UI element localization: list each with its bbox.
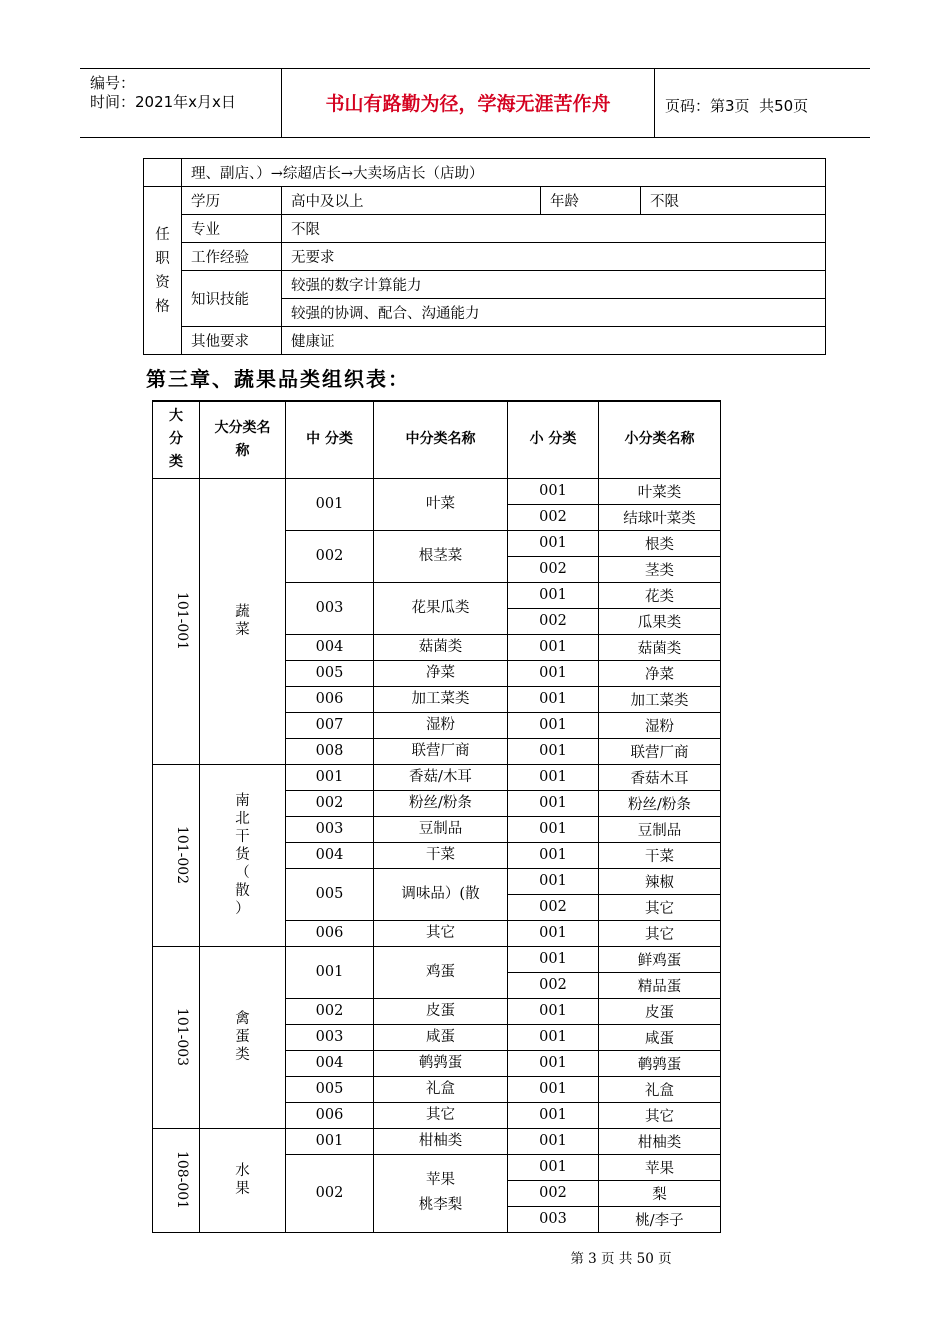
mid-code: 001 — [286, 1128, 374, 1154]
small-code: 001 — [508, 738, 599, 764]
mid-name: 菇菌类 — [374, 634, 508, 660]
small-code: 001 — [508, 842, 599, 868]
experience-label: 工作经验 — [182, 243, 282, 271]
page-footer: 第 3 页 共 50 页 — [570, 1251, 672, 1267]
header-mid-text: 中 分类 — [306, 431, 353, 448]
small-name: 香菇木耳 — [599, 764, 721, 790]
small-name: 柑柚类 — [599, 1128, 721, 1154]
small-code: 001 — [508, 998, 599, 1024]
small-code: 001 — [508, 1128, 599, 1154]
header-motto: 书山有路勤为径，学海无涯苦作舟 — [325, 93, 611, 115]
mid-name: 根茎菜 — [374, 530, 508, 582]
small-name: 豆制品 — [599, 816, 721, 842]
small-code: 002 — [508, 894, 599, 920]
header-small-name: 小分类名称 — [599, 401, 721, 478]
mid-name: 调味品）(散 — [374, 868, 508, 920]
small-name: 净菜 — [599, 660, 721, 686]
major-name-text: 水 果 — [235, 1163, 250, 1197]
mid-code: 004 — [286, 634, 374, 660]
blank-cell — [144, 159, 182, 187]
small-code: 001 — [508, 686, 599, 712]
mid-code: 003 — [286, 1024, 374, 1050]
experience-value: 无要求 — [282, 243, 826, 271]
header-major — [153, 401, 200, 478]
small-name: 辣椒 — [599, 868, 721, 894]
table-row — [153, 764, 721, 790]
major-code-text: 108-001 — [174, 1150, 191, 1210]
small-code: 001 — [508, 1024, 599, 1050]
small-name: 花类 — [599, 582, 721, 608]
header-small: 小 分类 — [508, 401, 599, 478]
major-code — [153, 1128, 200, 1232]
mid-name: 干菜 — [374, 842, 508, 868]
small-name: 鲜鸡蛋 — [599, 946, 721, 972]
small-name: 菇菌类 — [599, 634, 721, 660]
small-code: 001 — [508, 1102, 599, 1128]
header-mid-name: 中分类名称 — [374, 401, 508, 478]
serial-label: 编号： — [90, 74, 136, 92]
age-value: 不限 — [641, 187, 826, 215]
small-code: 001 — [508, 634, 599, 660]
small-code: 001 — [508, 582, 599, 608]
mid-code: 004 — [286, 842, 374, 868]
small-name: 其它 — [599, 1102, 721, 1128]
table-row — [153, 946, 721, 972]
major-code — [153, 764, 200, 946]
mid-name: 鹌鹑蛋 — [374, 1050, 508, 1076]
major-name — [200, 946, 286, 1128]
small-code: 001 — [508, 868, 599, 894]
header-major-name-text: 大分类名称 — [214, 419, 271, 459]
mid-name: 湿粉 — [374, 712, 508, 738]
mid-name: 皮蛋 — [374, 998, 508, 1024]
small-name: 湿粉 — [599, 712, 721, 738]
mid-code: 001 — [286, 478, 374, 530]
education-label: 学历 — [182, 187, 282, 215]
major-name — [200, 764, 286, 946]
mid-code: 004 — [286, 1050, 374, 1076]
mid-name: 粉丝/粉条 — [374, 790, 508, 816]
major-name-text: 南 北 干 货 （ 散 ） — [235, 793, 250, 917]
page-header — [80, 68, 870, 138]
small-code: 001 — [508, 660, 599, 686]
promotion-path: 理、副店、）→综超店长→大卖场店长（店助） — [182, 159, 826, 187]
other-label: 其他要求 — [182, 327, 282, 355]
mid-name: 礼盒 — [374, 1076, 508, 1102]
table-row — [153, 478, 721, 504]
major-code — [153, 946, 200, 1128]
mid-name: 鸡蛋 — [374, 946, 508, 998]
small-name: 加工菜类 — [599, 686, 721, 712]
small-name: 皮蛋 — [599, 998, 721, 1024]
mid-name: 加工菜类 — [374, 686, 508, 712]
small-name: 干菜 — [599, 842, 721, 868]
mid-name: 其它 — [374, 1102, 508, 1128]
major-name — [200, 478, 286, 764]
education-value: 高中及以上 — [282, 187, 541, 215]
time-label: 时间：2021年x月x日 — [90, 93, 236, 111]
mid-code: 001 — [286, 764, 374, 790]
age-label: 年龄 — [541, 187, 641, 215]
major-code-text: 101-003 — [174, 1007, 191, 1067]
qualification-table — [143, 158, 826, 355]
table-row — [153, 1128, 721, 1154]
major-label: 专业 — [182, 215, 282, 243]
small-code: 001 — [508, 478, 599, 504]
section-label-cell — [144, 187, 182, 355]
major-code-text: 101-001 — [174, 591, 191, 651]
small-name: 苹果 — [599, 1154, 721, 1180]
category-table — [152, 400, 721, 1233]
small-name: 梨 — [599, 1180, 721, 1206]
small-name: 桃/李子 — [599, 1206, 721, 1232]
small-name: 精品蛋 — [599, 972, 721, 998]
mid-code: 002 — [286, 790, 374, 816]
chapter-title: 第三章、蔬果品类组织表： — [146, 367, 410, 391]
small-name: 鹌鹑蛋 — [599, 1050, 721, 1076]
small-code: 003 — [508, 1206, 599, 1232]
section-label: 任 职 资 格 — [155, 226, 170, 315]
mid-code: 005 — [286, 660, 374, 686]
small-name: 茎类 — [599, 556, 721, 582]
mid-code: 005 — [286, 868, 374, 920]
mid-code: 002 — [286, 530, 374, 582]
header-major-name — [200, 401, 286, 478]
small-code: 001 — [508, 790, 599, 816]
major-code-text: 101-002 — [174, 825, 191, 885]
small-code: 002 — [508, 972, 599, 998]
small-name: 瓜果类 — [599, 608, 721, 634]
mid-code: 006 — [286, 686, 374, 712]
mid-code: 005 — [286, 1076, 374, 1102]
mid-code: 008 — [286, 738, 374, 764]
mid-code: 002 — [286, 1154, 374, 1232]
small-name: 粉丝/粉条 — [599, 790, 721, 816]
small-name: 咸蛋 — [599, 1024, 721, 1050]
small-name: 其它 — [599, 894, 721, 920]
small-code: 001 — [508, 1076, 599, 1102]
small-code: 001 — [508, 920, 599, 946]
small-code: 001 — [508, 1050, 599, 1076]
category-table-body — [153, 478, 721, 1232]
small-code: 002 — [508, 608, 599, 634]
small-code: 002 — [508, 504, 599, 530]
major-code — [153, 478, 200, 764]
major-value: 不限 — [282, 215, 826, 243]
small-name: 根类 — [599, 530, 721, 556]
small-name: 联营厂商 — [599, 738, 721, 764]
small-code: 001 — [508, 816, 599, 842]
small-code: 002 — [508, 1180, 599, 1206]
mid-name: 豆制品 — [374, 816, 508, 842]
mid-name: 咸蛋 — [374, 1024, 508, 1050]
major-name — [200, 1128, 286, 1232]
mid-code: 006 — [286, 1102, 374, 1128]
mid-code: 007 — [286, 712, 374, 738]
mid-name: 花果瓜类 — [374, 582, 508, 634]
mid-name: 净菜 — [374, 660, 508, 686]
other-value: 健康证 — [282, 327, 826, 355]
header-mid — [286, 401, 374, 478]
skills-label: 知识技能 — [182, 271, 282, 327]
small-name: 结球叶菜类 — [599, 504, 721, 530]
mid-code: 003 — [286, 816, 374, 842]
mid-name: 柑柚类 — [374, 1128, 508, 1154]
mid-code: 001 — [286, 946, 374, 998]
page-label: 页码：第3页 共50页 — [665, 97, 809, 115]
small-code: 001 — [508, 946, 599, 972]
header-major-text: 大 分 类 — [169, 408, 183, 471]
skill-value-1: 较强的数字计算能力 — [282, 271, 826, 299]
small-code: 001 — [508, 712, 599, 738]
mid-name: 其它 — [374, 920, 508, 946]
mid-code: 006 — [286, 920, 374, 946]
mid-name: 联营厂商 — [374, 738, 508, 764]
header-divider — [654, 69, 655, 137]
small-name: 叶菜类 — [599, 478, 721, 504]
small-name: 礼盒 — [599, 1076, 721, 1102]
small-code: 001 — [508, 764, 599, 790]
small-code: 001 — [508, 1154, 599, 1180]
mid-code: 003 — [286, 582, 374, 634]
small-name: 其它 — [599, 920, 721, 946]
mid-name: 叶菜 — [374, 478, 508, 530]
mid-name: 香菇/木耳 — [374, 764, 508, 790]
mid-code: 002 — [286, 998, 374, 1024]
skill-value-2: 较强的协调、配合、沟通能力 — [282, 299, 826, 327]
small-code: 001 — [508, 530, 599, 556]
small-code: 002 — [508, 556, 599, 582]
major-name-text: 禽 蛋 类 — [235, 1011, 250, 1063]
major-name-text: 蔬 菜 — [235, 604, 250, 638]
mid-name: 苹果 桃李梨 — [374, 1154, 508, 1232]
